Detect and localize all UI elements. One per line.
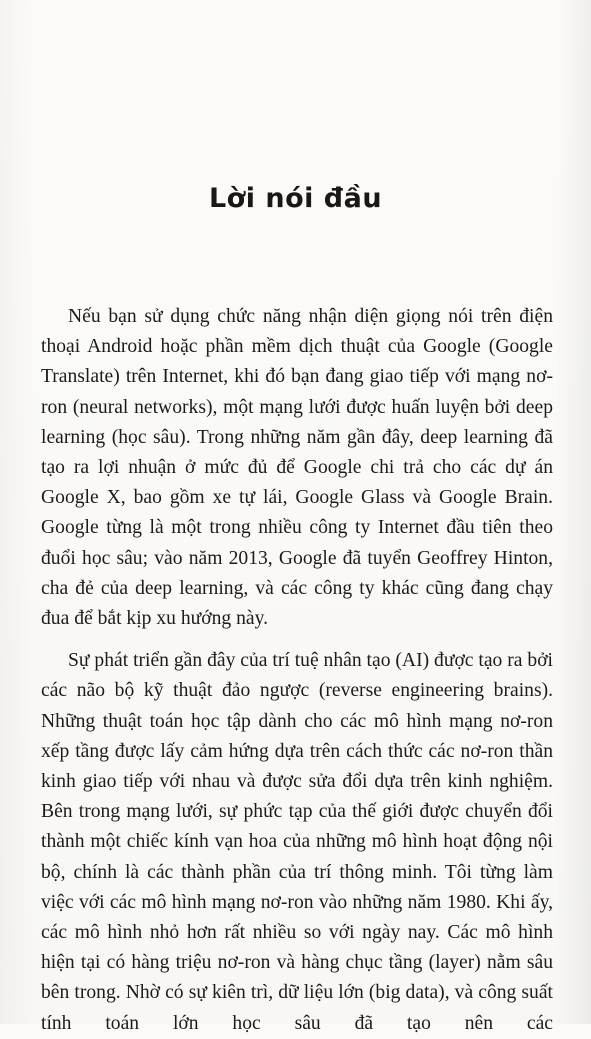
paragraph-1: Nếu bạn sử dụng chức năng nhận diện giọng nói trên điện thoại Android hoặc phần mềm dịch thuật của Google (Google Translate) trên Internet, khi đó bạn đang giao tiếp với mạng nơ-ron (neural networks), một mạng lưới được huấn luyện bởi deep learning (học sâu). Trong những năm gần đây, deep learning đã tạo ra lợi nhuận ở mức đủ để Google chi trả cho các dự án Google X, bao gồm xe tự lái, Google Glass và Google Brain. Google từng là một trong nhiều công ty Internet đầu tiên theo đuổi học sâu; vào năm 2013, Google đã tuyển Geoffrey Hinton, cha đẻ của deep learning, và các công ty khác cũng đang chạy đua để bắt kịp xu hướng này. <box>41 306 553 630</box>
body-text <box>41 302 553 1039</box>
chapter-title: Lời nói đầu <box>208 183 383 214</box>
paragraph-2: Sự phát triển gần đây của trí tuệ nhân tạo (AI) được tạo ra bởi các não bộ kỹ thuật đảo ngược (reverse engineering brains). Những thuật toán học tập dành cho các mô hình mạng nơ-ron xếp tầng được lấy cảm hứng dựa trên cách thức các nơ-ron thần kinh giao tiếp với nhau và được sửa đổi dựa trên kinh nghiệm. Bên trong mạng lưới, sự phức tạp của thế giới được chuyển đổi thành một chiếc kính vạn hoa của những mô hình hoạt động nội bộ, chính là các thành phần của trí thông minh. Tôi từng làm việc với các mô hình mạng nơ-ron vào những năm 1980. Khi ấy, các mô hình nhỏ hơn rất nhiều so với ngày nay. Các mô hình hiện tại có hàng triệu nơ-ron và hàng chục tầng (layer) nằm sâu bên trong. Nhờ có sự kiên trì, dữ liệu lớn (big data), và công suất tính toán lớn học sâu đã tạo nên các <box>41 650 553 1034</box>
